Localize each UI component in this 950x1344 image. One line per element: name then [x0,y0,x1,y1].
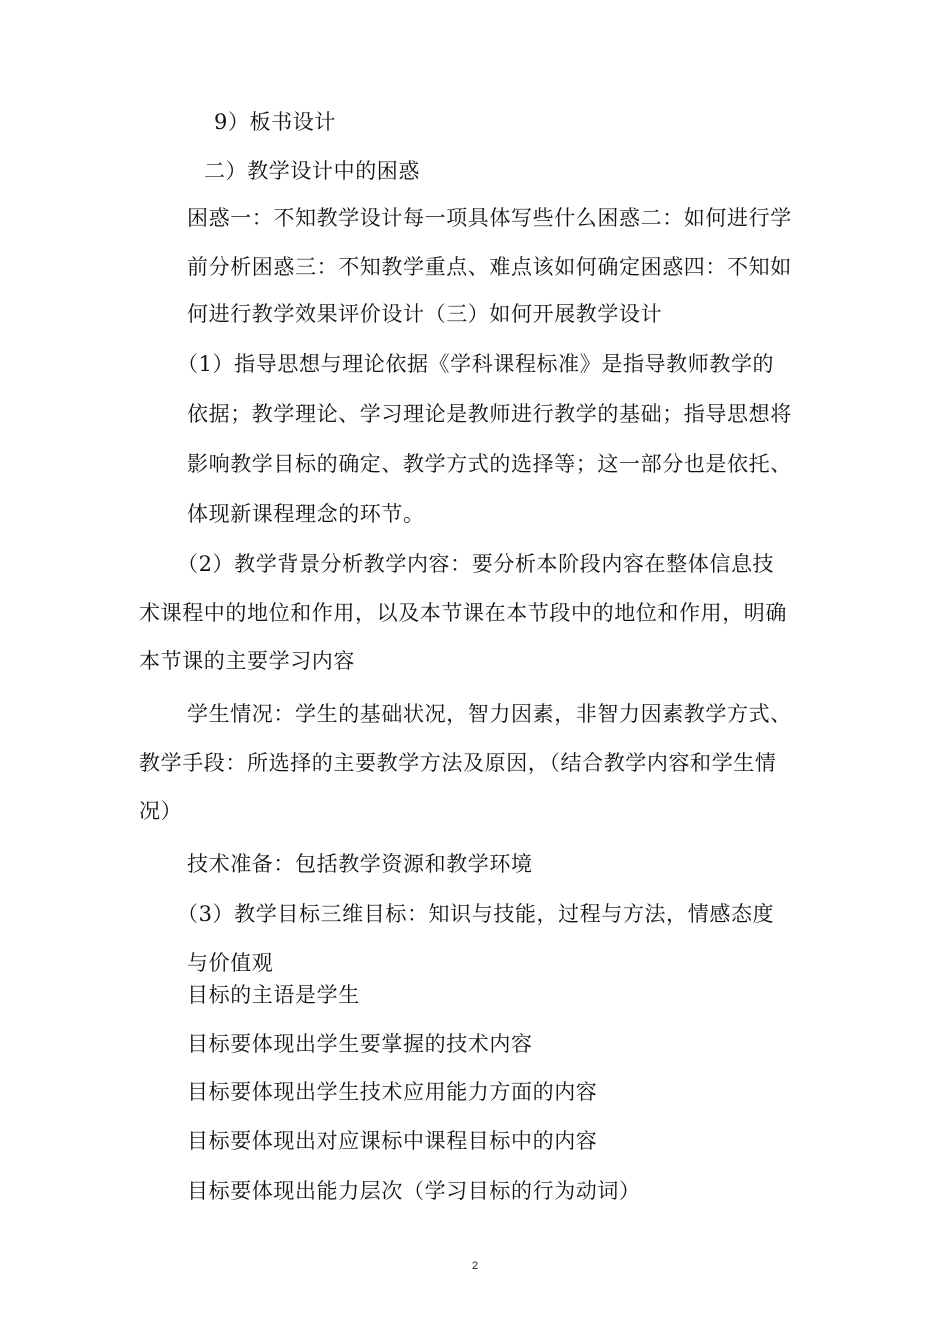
text-line-9: 体现新课程理念的环节。 [187,502,425,526]
text-line-23: 目标要体现出能力层次（学习目标的行为动词） [187,1179,641,1203]
text-line-21: 目标要体现出学生技术应用能力方面的内容 [187,1080,598,1104]
text-line-14: 教学手段：所选择的主要教学方法及原因，（结合教学内容和学生情 [139,751,777,775]
text-line-20: 目标要体现出学生要掌握的技术内容 [187,1032,533,1056]
text-line-5: 何进行教学效果评价设计（三）如何开展教学设计 [187,302,663,326]
text-line-12: 本节课的主要学习内容 [139,649,355,673]
text-line-22: 目标要体现出对应课标中课程目标中的内容 [187,1129,598,1153]
text-line-11: 术课程中的地位和作用，以及本节课在本节段中的地位和作用，明确 [139,601,787,625]
text-line-19: 目标的主语是学生 [187,983,360,1007]
text-line-8: 影响教学目标的确定、教学方式的选择等；这一部分也是依托、 [187,452,792,476]
text-line-6: （1）指导思想与理论依据《学科课程标准》是指导教师教学的 [177,352,775,376]
text-line-13: 学生情况：学生的基础状况，智力因素，非智力因素教学方式、 [187,702,792,726]
text-line-2: 二）教学设计中的困惑 [204,159,420,183]
text-line-10: （2）教学背景分析教学内容：要分析本阶段内容在整体信息技 [177,552,775,576]
text-line-4: 前分析困惑三：不知教学重点、难点该如何确定困惑四：不知如 [187,255,792,279]
page-number: 2 [471,1260,479,1272]
text-line-3: 困惑一：不知教学设计每一项具体写些什么困惑二：如何进行学 [187,206,792,230]
text-line-16: 技术准备：包括教学资源和教学环境 [187,852,533,876]
text-line-1: 9）板书设计 [214,110,336,134]
text-line-18: 与价值观 [187,951,274,975]
text-line-15: 况） [139,799,183,823]
text-line-7: 依据；教学理论、学习理论是教师进行教学的基础；指导思想将 [187,402,792,426]
text-line-17: （3）教学目标三维目标：知识与技能，过程与方法，情感态度 [177,902,775,926]
